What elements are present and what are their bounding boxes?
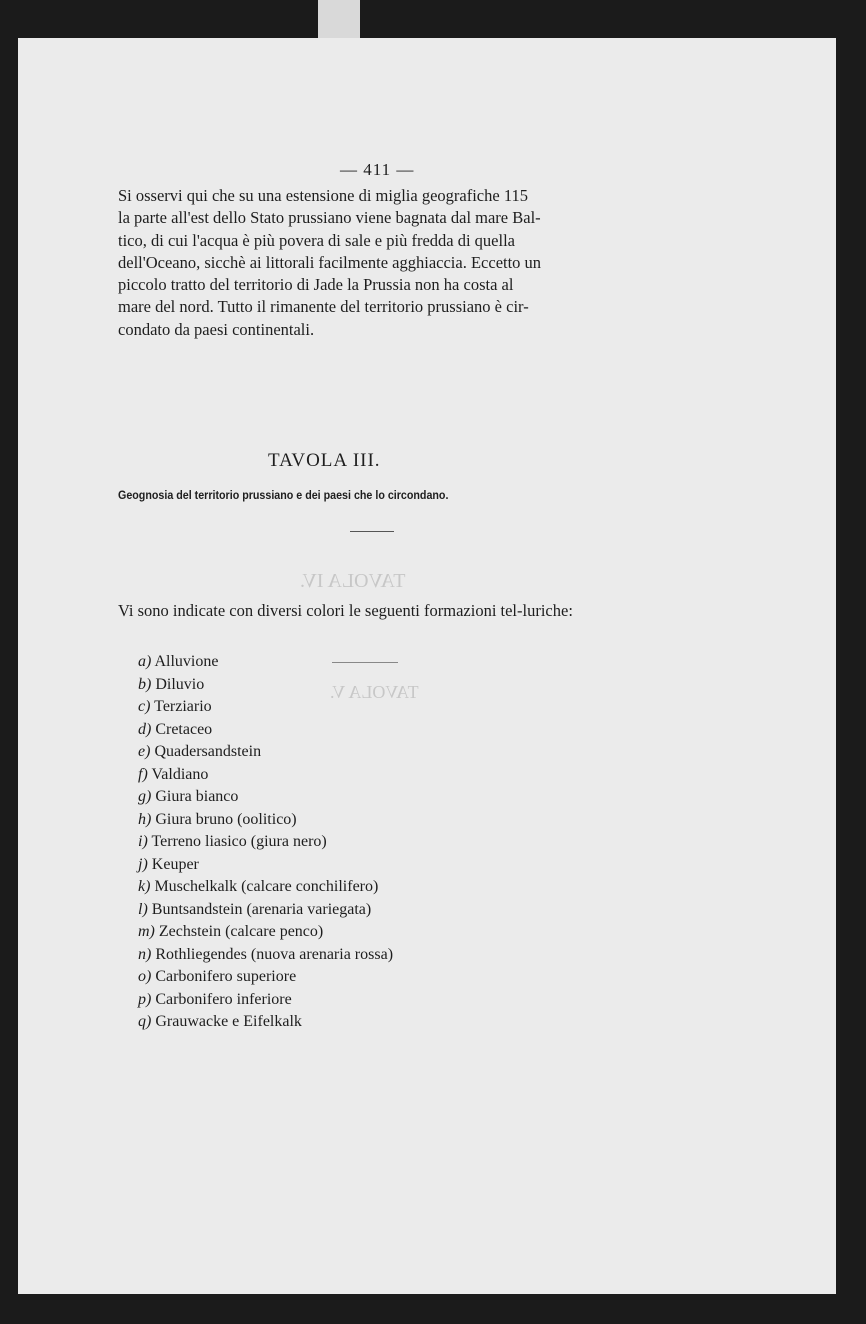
list-item-label: Terreno liasico (giura nero): [151, 833, 327, 850]
list-item-letter: c): [138, 698, 151, 715]
list-item-label: Zechstein (calcare penco): [158, 923, 324, 940]
list-item: [138, 966, 558, 989]
intro-text: Vi sono indicate con diversi colori le seguenti formazioni tel-luriche:: [118, 601, 573, 620]
list-item-letter: l): [138, 900, 148, 918]
list-item: [138, 674, 558, 697]
section-subtitle: Geognosia del territorio prussiano e dei paesi che lo circondano.: [118, 490, 449, 502]
list-item: [138, 876, 558, 899]
list-item: [138, 921, 558, 944]
list-item-letter: o): [138, 968, 152, 985]
list-item-letter: k): [138, 878, 151, 895]
list-item-label: Carbonifero inferiore: [155, 990, 292, 1008]
list-item-letter: d): [138, 720, 152, 738]
list-item: [138, 764, 558, 787]
list-item-letter: m): [138, 923, 155, 940]
paragraph-line: mare del nord. Tutto il rimanente del territorio prussiano è cir-: [118, 297, 529, 317]
list-item-letter: g): [138, 788, 152, 805]
formation-list: [138, 651, 558, 1034]
paragraph-line: condato da paesi continentali.: [118, 319, 315, 339]
list-item-label: Carbonifero superiore: [155, 968, 297, 985]
scan-bottom-border: [0, 1294, 866, 1324]
list-item: [138, 854, 558, 877]
paragraph-line: la parte all'est dello Stato prussiano viene bagnata dal mare Bal-: [118, 208, 541, 228]
list-item: [138, 809, 558, 832]
paragraph-line: Si osservi qui che su una estensione di miglia geografiche 115: [118, 186, 528, 205]
scan-light-strip: [318, 0, 360, 38]
list-item: [138, 989, 558, 1012]
paragraph-line: piccolo tratto del territorio di Jade la Prussia non ha costa al: [118, 275, 514, 295]
list-item-label: Giura bianco: [155, 788, 239, 805]
paragraph-line: dell'Oceano, sicchè ai littorali facilmente agghiaccia. Eccetto un: [118, 252, 542, 272]
list-item-label: Grauwacke e Eifelkalk: [155, 1013, 302, 1030]
list-item: [138, 741, 558, 764]
list-item-label: Keuper: [151, 855, 199, 873]
list-item-label: Cretaceo: [155, 720, 213, 738]
list-item-letter: i): [138, 833, 148, 850]
list-item-label: Valdiano: [151, 765, 209, 783]
list-item-letter: q): [138, 1013, 152, 1030]
list-item-label: Diluvio: [155, 675, 205, 693]
section-heading: TAVOLA III.: [268, 450, 381, 471]
list-item-letter: a): [138, 653, 152, 670]
list-item-label: Terziario: [154, 698, 212, 715]
list-item: [138, 696, 558, 719]
list-item-letter: n): [138, 945, 152, 963]
list-item: [138, 1011, 558, 1034]
list-item: [138, 944, 558, 967]
list-item: [138, 899, 558, 922]
body-paragraph: [118, 185, 643, 341]
list-item: [138, 831, 558, 854]
list-item-label: Quadersandstein: [154, 743, 262, 760]
list-item-label: Giura bruno (oolitico): [155, 810, 297, 828]
list-item-label: Muschelkalk (calcare conchilifero): [154, 878, 379, 895]
list-item-letter: j): [138, 855, 148, 873]
scan-right-border: [836, 0, 866, 1324]
list-item-label: Buntsandstein (arenaria variegata): [151, 900, 372, 918]
page-number: — 411 —: [340, 160, 415, 179]
list-item-label: Rothliegendes (nuova arenaria rossa): [155, 945, 394, 963]
list-item: [138, 719, 558, 742]
list-item-letter: b): [138, 675, 152, 693]
bleed-through-heading: TAVOLA IV.: [300, 570, 406, 592]
paragraph-line: tico, di cui l'acqua è più povera di sale e più fredda di quella: [118, 230, 515, 250]
list-item-letter: e): [138, 743, 151, 760]
list-item-letter: f): [138, 765, 148, 783]
list-item: [138, 651, 558, 674]
list-item-letter: p): [138, 990, 152, 1008]
scan-top-border: [0, 0, 866, 38]
list-item: [138, 786, 558, 809]
divider: [350, 531, 394, 532]
list-item-label: Alluvione: [154, 653, 219, 670]
list-item-letter: h): [138, 810, 152, 828]
bleed-through-heading: TAVOLA V.: [330, 682, 419, 702]
